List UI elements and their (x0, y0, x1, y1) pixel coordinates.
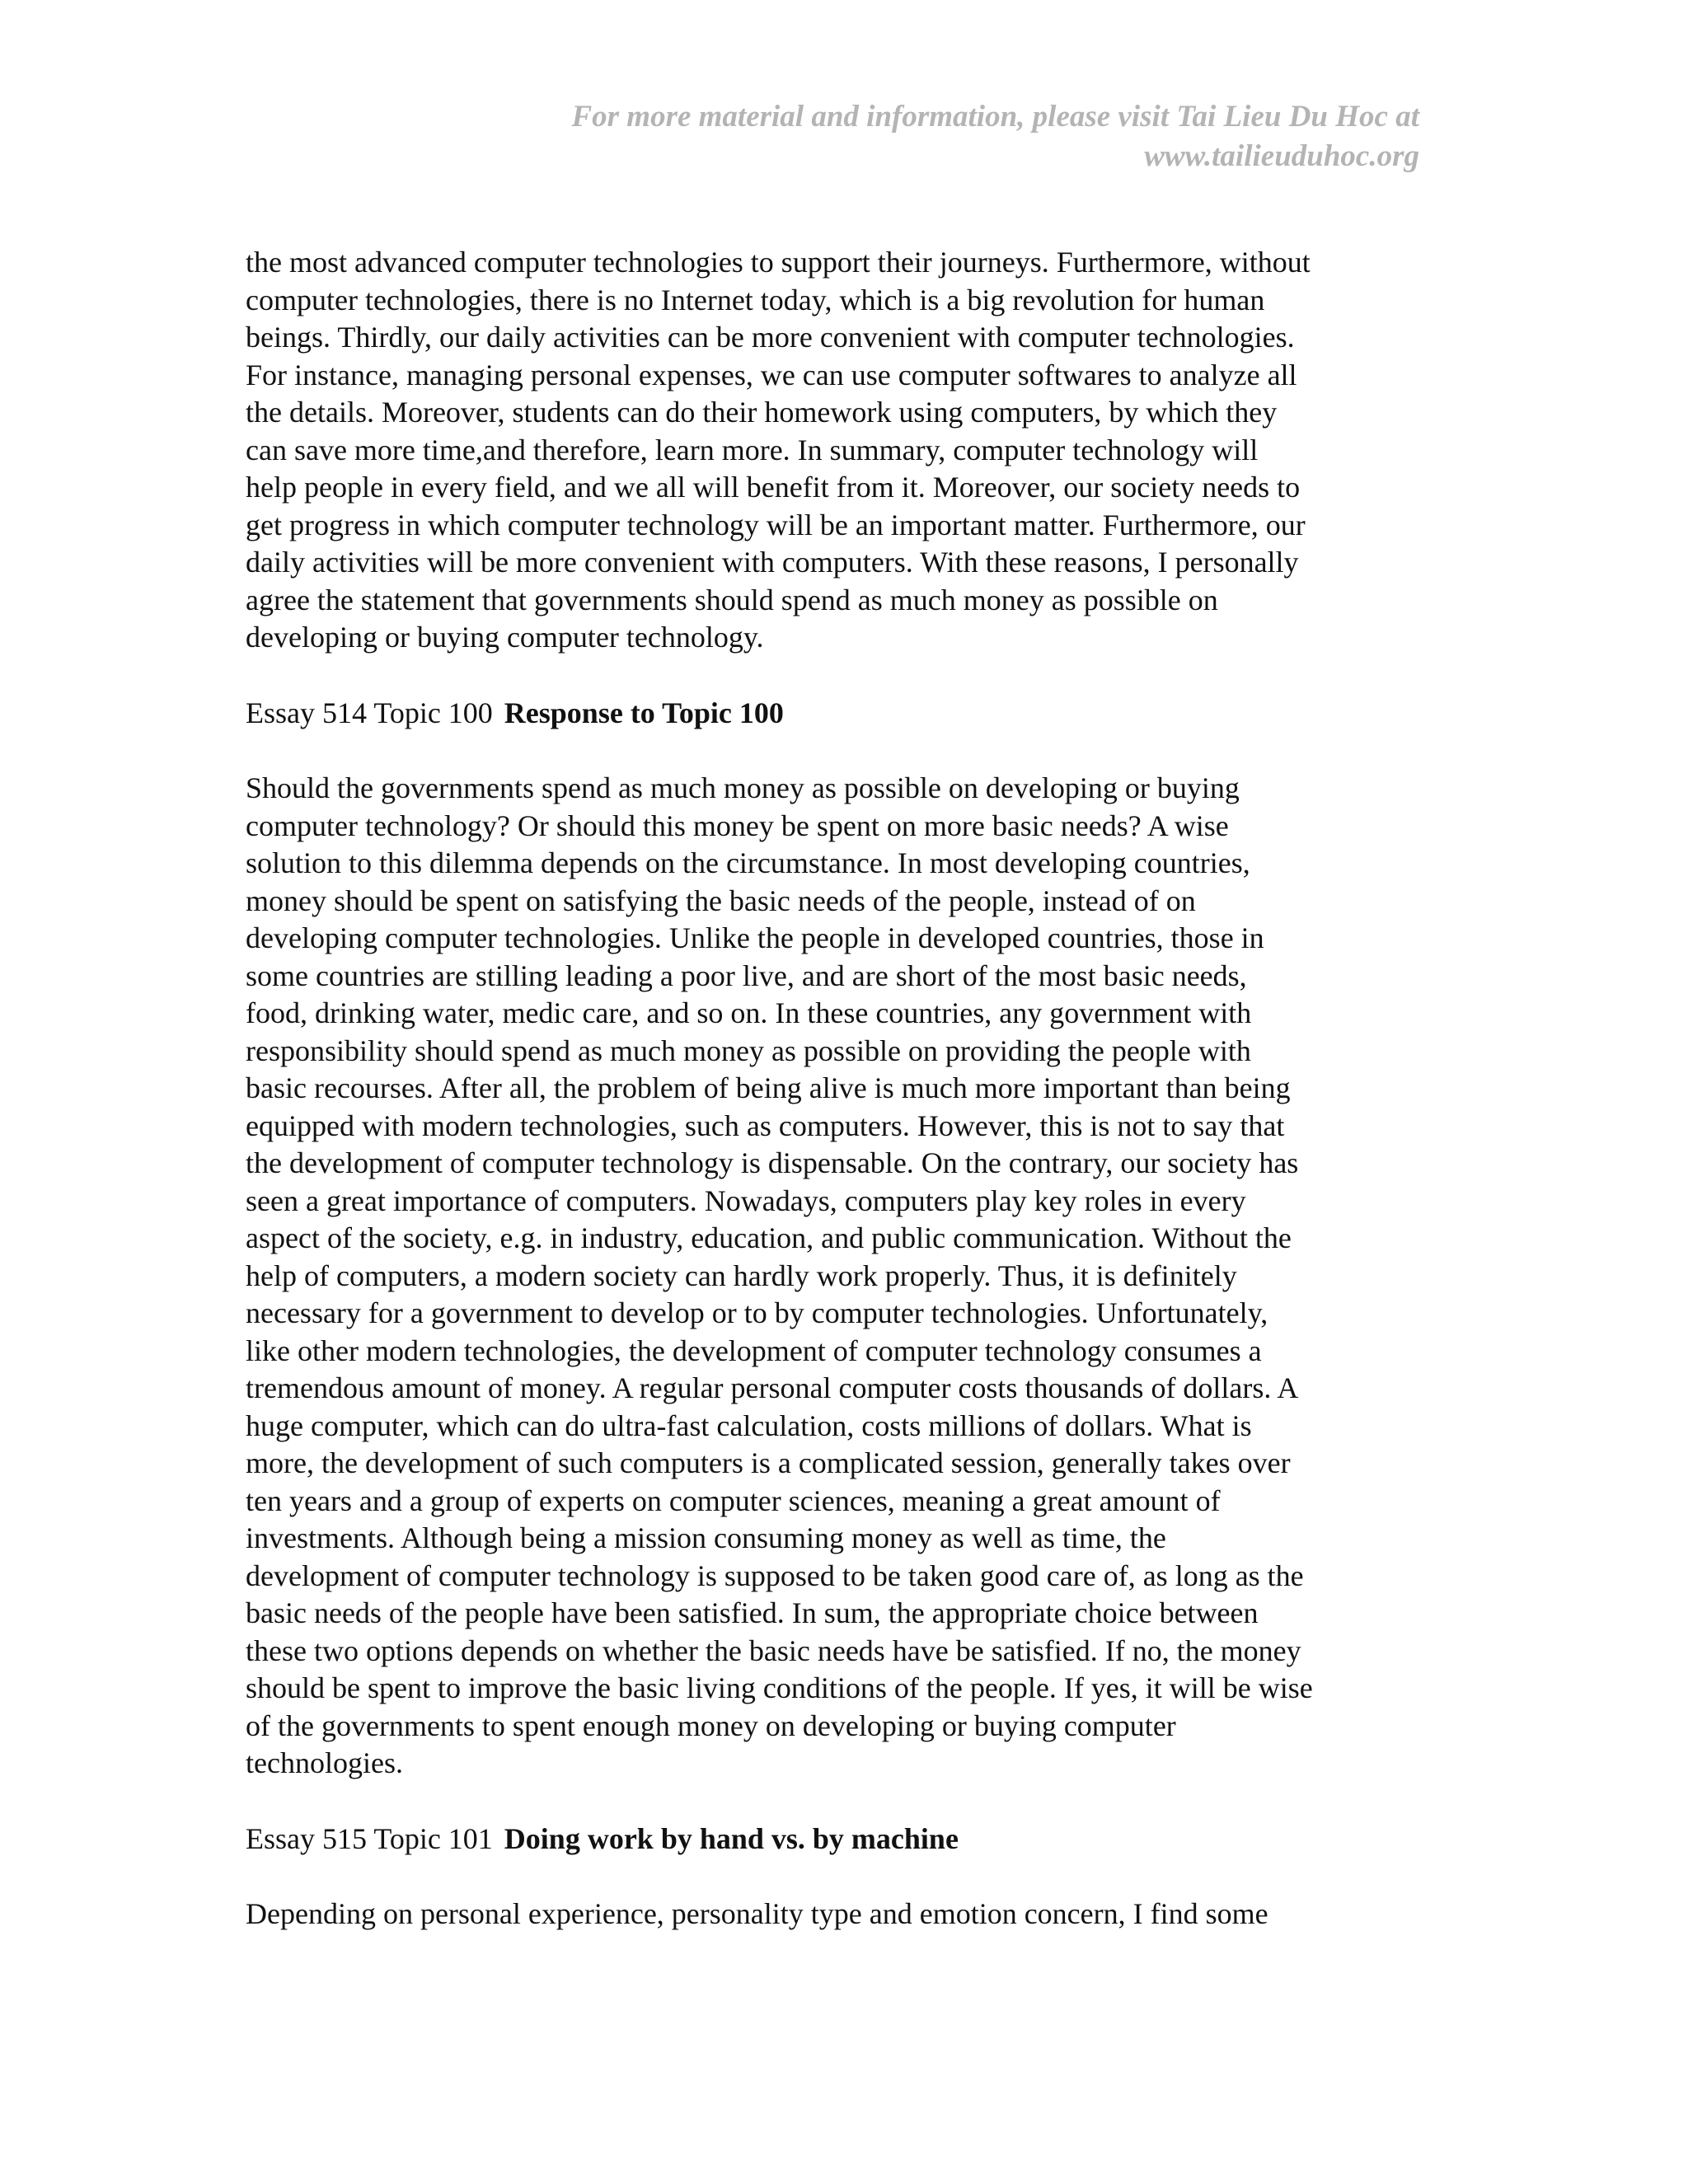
text-line: equipped with modern technologies, such as computers. However, this is not to say that (246, 1108, 1285, 1142)
text-line: help of computers, a modern society can hardly work properly. Thus, it is definitely (246, 1258, 1237, 1292)
text-line: should be spent to improve the basic living conditions of the people. If yes, it will be wise (246, 1671, 1313, 1704)
text-line: basic recourses. After all, the problem of being alive is much more important than being (246, 1071, 1291, 1104)
text-line: computer technology? Or should this money be spent on more basic needs? A wise (246, 808, 1229, 842)
text-line: basic needs of the people have been satisfied. In sum, the appropriate choice between (246, 1596, 1259, 1629)
text-line: tremendous amount of money. A regular personal computer costs thousands of dollars. A (246, 1371, 1299, 1404)
text-line: money should be spent on satisfying the basic needs of the people, instead of on (246, 883, 1196, 917)
header-line-2: www.tailieuduhoc.org (1144, 139, 1419, 173)
text-line: seen a great importance of computers. Nowadays, computers play key roles in every (246, 1183, 1246, 1217)
text-line: some countries are stilling leading a poor live, and are short of the most basic needs, (246, 958, 1247, 992)
text-line: aspect of the society, e.g. in industry, education, and public communication. Without the (246, 1221, 1292, 1254)
text-line: help people in every field, and we all will benefit from it. Moreover, our society needs to (246, 471, 1301, 504)
text-line: developing computer technologies. Unlike the people in developed countries, those in (246, 921, 1264, 954)
text-line: beings. Thirdly, our daily activities can be more convenient with computer technologies. (246, 321, 1295, 354)
text-line: food, drinking water, medic care, and so on. In these countries, any government with (246, 996, 1252, 1029)
text-line: Should the governments spend as much money as possible on developing or buying (246, 771, 1240, 804)
spacer (246, 1783, 1449, 1821)
text-line: get progress in which computer technology will be an important matter. Furthermore, our (246, 508, 1306, 541)
text-line: the details. Moreover, students can do their homework using computers, by which they (246, 396, 1278, 429)
text-line: development of computer technology is supposed to be taken good care of, as long as the (246, 1558, 1304, 1592)
text-line: these two options depends on whether the basic needs have be satisfied. If no, the money (246, 1633, 1301, 1667)
spacer (246, 657, 1449, 695)
text-line: responsibility should spend as much money as possible on providing the people with (246, 1033, 1251, 1067)
text-line: can save more time,and therefore, learn more. In summary, computer technology will (246, 433, 1259, 466)
header-note (348, 97, 1419, 176)
essay-514-paragraph (246, 770, 1449, 1783)
text-line: like other modern technologies, the development of computer technology consumes a (246, 1333, 1262, 1367)
text-line: Depending on personal experience, personality type and emotion concern, I find some (246, 1897, 1268, 1930)
text-line: huge computer, which can do ultra-fast calculation, costs millions of dollars. What is (246, 1408, 1252, 1442)
text-line: the development of computer technology is dispensable. On the contrary, our society has (246, 1146, 1299, 1179)
essay-515-heading (246, 1821, 1449, 1858)
text-line: computer technologies, there is no Internet today, which is a big revolution for human (246, 283, 1265, 316)
text-line: agree the statement that governments should spend as much money as possible on (246, 583, 1218, 616)
text-line: the most advanced computer technologies to support their journeys. Furthermore, without (246, 246, 1311, 279)
essay-515-label: Essay 515 Topic 101 (246, 1821, 493, 1855)
body-column (246, 244, 1449, 1933)
text-line: technologies. (246, 1746, 403, 1779)
text-line: For instance, managing personal expenses, we can use computer softwares to analyze all (246, 358, 1297, 391)
spacer (246, 732, 1449, 770)
spacer (246, 1858, 1449, 1896)
text-line: daily activities will be more convenient with computers. With these reasons, I personally (246, 546, 1299, 579)
continuation-paragraph (246, 244, 1449, 657)
text-line: investments. Although being a mission consuming money as well as time, the (246, 1521, 1166, 1554)
text-line: of the governments to spent enough money on developing or buying computer (246, 1708, 1176, 1742)
text-line: more, the development of such computers is a complicated session, generally takes over (246, 1446, 1291, 1479)
essay-515-title: Doing work by hand vs. by machine (504, 1821, 959, 1855)
text-line: necessary for a government to develop or to by computer technologies. Unfortunately, (246, 1296, 1268, 1329)
essay-514-heading (246, 695, 1449, 733)
text-line: ten years and a group of experts on computer sciences, meaning a great amount of (246, 1483, 1221, 1517)
essay-515-paragraph (246, 1896, 1449, 1933)
essay-514-title: Response to Topic 100 (504, 696, 784, 729)
header-line-1: For more material and information, please visit Tai Lieu Du Hoc at (571, 100, 1419, 134)
text-line: developing or buying computer technology. (246, 621, 764, 654)
text-line: solution to this dilemma depends on the circumstance. In most developing countries, (246, 846, 1250, 879)
essay-514-label: Essay 514 Topic 100 (246, 696, 493, 729)
